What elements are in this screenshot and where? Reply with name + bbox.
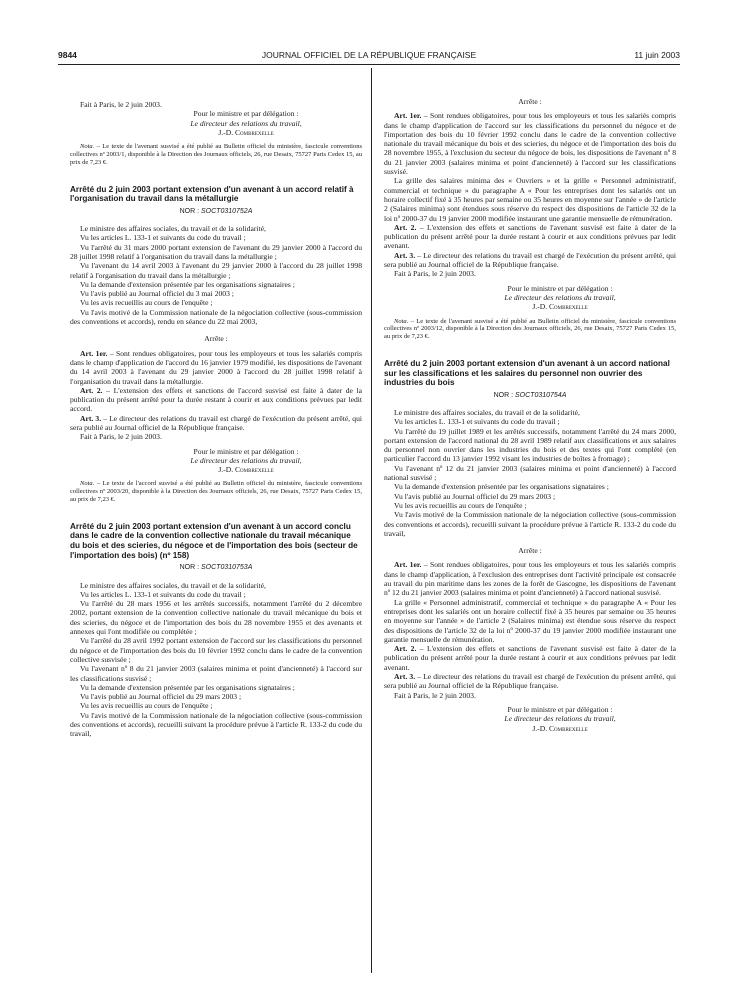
decree-1-arrete: Arrête : xyxy=(204,334,228,344)
intro-fait: Fait à Paris, le 2 juin 2003. xyxy=(80,100,162,109)
decree-1-signature-line1: Pour le ministre et par délégation : xyxy=(193,446,299,456)
decree-1-paragraph: Vu les avis recueillis au cours de l'enquête ; xyxy=(80,298,213,308)
note-label: Nota. xyxy=(80,143,95,151)
decree-2-fait: Fait à Paris, le 2 juin 2003. xyxy=(394,269,476,279)
decree-1-signature-line2: Le directeur des relations du travail, xyxy=(190,455,302,465)
left-column xyxy=(70,100,362,985)
decree-1-paragraph: Le ministre des affaires sociales, du travail et de la solidarité, xyxy=(80,224,266,234)
decree-3-paragraph: Vu les articles L. 133-1 et suivants du code du travail ; xyxy=(394,417,560,427)
decree-1-article-2: Art. 2. – L'extension des effets et sanctions de l'accord susvisé est faite à dater de la publication du présent arrêté pour la durée restant à courir et aux conditions prévues par ledit accord. xyxy=(70,385,362,414)
decree-1-paragraph: Vu l'avis publié au Journal officiel du 3 mai 2003 ; xyxy=(80,289,234,299)
decree-1-paragraph: Vu l'avenant du 14 avril 2003 à l'avenant du 29 janvier 2000 à l'accord du 28 juillet 1998 relatif à l'organisation du travail dans la métallurgie ; xyxy=(70,261,362,280)
decree-1-paragraph: Vu l'avis motivé de la Commission nationale de la négociation collective (sous-commission des conventions et accords), rendu en séance du 22 mai 2003, xyxy=(70,307,362,327)
decree-1-article-3: Art. 3. – Le directeur des relations du travail est chargé de l'exécution du présent arrêté, qui sera publié au Journal officiel de la République française. xyxy=(70,413,362,432)
decree-3-nor: NOR : SOCT0310754A xyxy=(493,391,567,399)
decree-3-article-1-continued: La grille « Personnel administratif, commercial et technique » du paragraphe A « Pour les entreprises dont les salariés ont un horaire collectif fixé à 35 heures par semaine ou 35 heures en moyenne sur l'année » de l'article 2 (Salaires minima) est étendue sous réserve du respect des dispositions de l'article 32 de la loi nº 2000-37 du 19 janvier 2000 modifiée instaurant une garantie mensuelle de rémunération. xyxy=(384,597,676,644)
decree-2-title: Arrêté du 2 juin 2003 portant extension d'un avenant à un accord conclu dans le cadre de la convention collective nationale du travail mécanique du bois et des scieries, du négoce et de l'importation des bois (secteur de l'importation des bois) (nº 158) xyxy=(70,521,358,560)
column-divider xyxy=(371,68,372,973)
decree-3-signature-line2: Le directeur des relations du travail, xyxy=(504,714,616,724)
decree-3-signature-line1: Pour le ministre et par délégation : xyxy=(507,704,613,714)
journal-title: JOURNAL OFFICIEL DE LA RÉPUBLIQUE FRANÇAISE xyxy=(261,50,477,60)
issue-date: 11 juin 2003 xyxy=(634,50,680,60)
decree-3-fait: Fait à Paris, le 2 juin 2003. xyxy=(394,690,476,700)
decree-3-paragraph: Vu la demande d'extension présentée par les organisations signataires ; xyxy=(394,482,609,492)
decree-2-paragraph: Vu les avis recueillis au cours de l'enquête ; xyxy=(80,701,213,711)
decree-3-arrete: Arrête : xyxy=(518,546,542,556)
decree-3-article-2: Art. 2. – L'extension des effets et sanctions de l'avenant susvisé est faite à dater de la publication du présent arrêté pour la durée restant à courir et aux conditions prévues par ledit avenant. xyxy=(384,644,676,672)
decree-2-article-1: Art. 1er. – Sont rendues obligatoires, pour tous les employeurs et tous les salariés compris dans le champ d'application de l'accord sur les classifications du personnel du négoce et de l'importation des bois du 10 février 1992 conclu dans le cadre de la convention collective nationale du travail mécanique du bois et des scieries, du négoce et de l'importation des bois du 28 novembre 1955, à l'exclusion du secteur du négoce de bois, les dispositions de l'avenant nº 8 du 21 janvier 2003 (salaires minima et point d'ancienneté) à l'accord sur les classifications susvisé. xyxy=(384,111,676,177)
intro-signature-line2: Le directeur des relations du travail, xyxy=(190,118,302,128)
decree-1-article-1: Art. 1er. – Sont rendues obligatoires, pour tous les employeurs et tous les salariés compris dans le champ d'application de l'accord du 16 janvier 1979 modifié, les dispositions de l'avenant du 14 avril 2003 à l'avenant du 29 janvier 2000 à l'accord du 28 juillet 1998 relatif à l'organisation du travail dans la métallurgie. xyxy=(70,348,362,386)
decree-3-signature-name: J.-D. Combrexelle xyxy=(532,723,588,733)
decree-2-paragraph: Vu la demande d'extension présentée par les organisations signataires ; xyxy=(80,682,295,692)
decree-2-signature-line2: Le directeur des relations du travail, xyxy=(504,292,616,302)
intro-note: Nota. – Le texte de l'avenant susvisé a été publié au Bulletin officiel du ministère, fascicule conventions collectives nº 2003/1, disponible à la Direction des Journaux officiels, 26, rue Desaix, 75727 Paris Cedex 15, au prix de 7,23 €. xyxy=(70,143,362,166)
decree-2-paragraph: Vu l'arrêté du 28 avril 1992 portant extension de l'accord sur les classifications du personnel du négoce et de l'importation des bois du 10 février 1992 conclu dans le cadre de la convention collective susvisée ; xyxy=(70,636,362,664)
decree-2-signature-line1: Pour le ministre et par délégation : xyxy=(507,283,613,293)
decree-2-nor: NOR : SOCT0310753A xyxy=(179,564,253,572)
decree-1-fait: Fait à Paris, le 2 juin 2003. xyxy=(80,432,162,442)
decree-2-signature-name: J.-D. Combrexelle xyxy=(532,302,588,312)
decree-1-nor: NOR : SOCT0310752A xyxy=(179,207,253,215)
decree-2-arrete: Arrête : xyxy=(518,97,542,106)
intro-signature-line1: Pour le ministre et par délégation : xyxy=(193,109,299,119)
decree-2-paragraph: Le ministre des affaires sociales, du travail et de la solidarité, xyxy=(80,580,266,590)
header-rule xyxy=(58,64,680,65)
page-number: 9844 xyxy=(58,50,77,60)
decree-2-paragraph: Vu l'arrêté du 28 mars 1956 et les arrêtés successifs, notamment l'arrêté du 2 décembre 2002, portant extension de la convention collective nationale du travail mécanique du bois et des scieries, du négoce et de l'importation des bois du 28 novembre 1955 et des avenants et annexes qui l'ont modifiée ou complétée ; xyxy=(70,599,362,637)
decree-1-paragraph: Vu les articles L. 133-1 et suivants du code du travail ; xyxy=(80,233,246,243)
decree-3-paragraph: Vu l'avenant nº 12 du 21 janvier 2003 (salaires minima et point d'ancienneté) à l'accord national susvisé ; xyxy=(384,463,676,483)
decree-2-article-2: Art. 2. – L'extension des effets et sanctions de l'avenant susvisé est faite à dater de la publication du présent arrêté pour la durée restant à courir et aux conditions prévues par ledit avenant. xyxy=(384,222,676,251)
right-column xyxy=(384,97,676,982)
decree-1-note: Nota. – Le texte de l'accord susvisé a été publié au Bulletin officiel du ministère, fascicule conventions collectives nº 2003/20, disponible à la Direction des Journaux officiels, 26, rue Desaix, 75727 Paris Cedex 15, au prix de 7,23 €. xyxy=(70,480,362,504)
decree-2-article-3: Art. 3. – Le directeur des relations du travail est chargé de l'exécution du présent arrêté, qui sera publié au Journal officiel de la République française. xyxy=(384,250,676,270)
decree-3-paragraph: Le ministre des affaires sociales, du travail et de la solidarité, xyxy=(394,408,580,417)
decree-3-paragraph: Vu l'arrêté du 19 juillet 1989 et les arrêtés successifs, notamment l'arrêté du 24 mars 2000, portant extension de l'accord national du 28 avril 1989 relatif aux classifications et aux salaires du personnel non ouvrier dans les industries du bois et des textes qui l'ont complété (en particulier l'accord du 13 janvier 1992 visant les industries de boîtes à fromage) ; xyxy=(384,426,676,464)
decree-3-title: Arrêté du 2 juin 2003 portant extension d'un avenant à un accord national sur les classifications et les salaires du personnel non ouvrier des industries du bois xyxy=(384,358,670,388)
decree-2-note: Nota. – Le texte de l'avenant susvisé a été publié au Bulletin officiel du ministère, fascicule conventions collectives nº 2003/12, disponible à la Direction des Journaux officiels, 26, rue Desaix, 75727 Paris Cedex 15, au prix de 7,23 €. xyxy=(384,317,676,341)
decree-3-article-3: Art. 3. – Le directeur des relations du travail est chargé de l'exécution du présent arrêté, qui sera publié au Journal officiel de la République française. xyxy=(384,672,676,691)
decree-1-title: Arrêté du 2 juin 2003 portant extension d'un avenant à un accord relatif à l'organisation du travail dans la métallurgie xyxy=(70,184,354,204)
decree-2-paragraph: Vu l'avis motivé de la Commission nationale de la négociation collective (sous-commission des conventions et accords), recueilli suivant la procédure prévue à l'article R. 133-2 du code du travail, xyxy=(70,710,362,739)
decree-1-signature-name: J.-D. Combrexelle xyxy=(218,465,274,475)
decree-3-paragraph: Vu l'avis motivé de la Commission nationale de la négociation collective (sous-commission des conventions et accords), recueilli suivant la procédure prévue à l'article R. 133-2 du code du travail, xyxy=(384,510,676,538)
decree-1-paragraph: Vu la demande d'extension présentée par les organisations signataires ; xyxy=(80,279,295,289)
decree-2-paragraph: Vu l'avis publié au Journal officiel du 29 mars 2003 ; xyxy=(80,692,242,702)
decree-2-paragraph: Vu les articles L. 133-1 et suivants du code du travail ; xyxy=(80,589,246,599)
decree-1-paragraph: Vu l'arrêté du 31 mars 2000 portant extension de l'avenant du 29 janvier 2000 à l'accord du 28 juillet 1998 relatif à l'organisation du travail dans la métallurgie ; xyxy=(70,242,362,261)
decree-3-paragraph: Vu les avis recueillis au cours de l'enquête ; xyxy=(394,500,527,510)
decree-2-paragraph: Vu l'avenant nº 8 du 21 janvier 2003 (salaires minima et point d'ancienneté) à l'accord sur les classifications susvisé ; xyxy=(70,664,362,683)
decree-2-article-1-continued: La grille des salaires minima des « Ouvriers » et la grille « Personnel administratif, commercial et technique » du paragraphe A « Pour les entreprises dont les salariés ont un horaire collectif fixé à 35 heures par semaine ou 35 heures en moyenne sur l'année » de l'article 2 (Salaires minima) sont étendues sous réserve du respect des dispositions de l'article 32 de la loi nº 2000-37 du 19 janvier 2000 modifiée instaurant une garantie mensuelle de rémunération. xyxy=(384,176,676,223)
decree-3-article-1: Art. 1er. – Sont rendues obligatoires, pour tous les employeurs et tous les salariés compris dans le champ d'application, à l'exclusion des entreprises dont l'activité principale est consacrée au travail du pin maritime dans les zones de la forêt de Gascogne, les dispositions de l'avenant nº 12 du 21 janvier 2003 (salaires minima et point d'ancienneté) à l'accord national susvisé. xyxy=(384,560,676,598)
decree-3-paragraph: Vu l'avis publié au Journal officiel du 29 mars 2003 ; xyxy=(394,491,556,501)
page-header xyxy=(58,50,680,64)
intro-signature-name: J.-D. Combrexelle xyxy=(218,127,274,137)
